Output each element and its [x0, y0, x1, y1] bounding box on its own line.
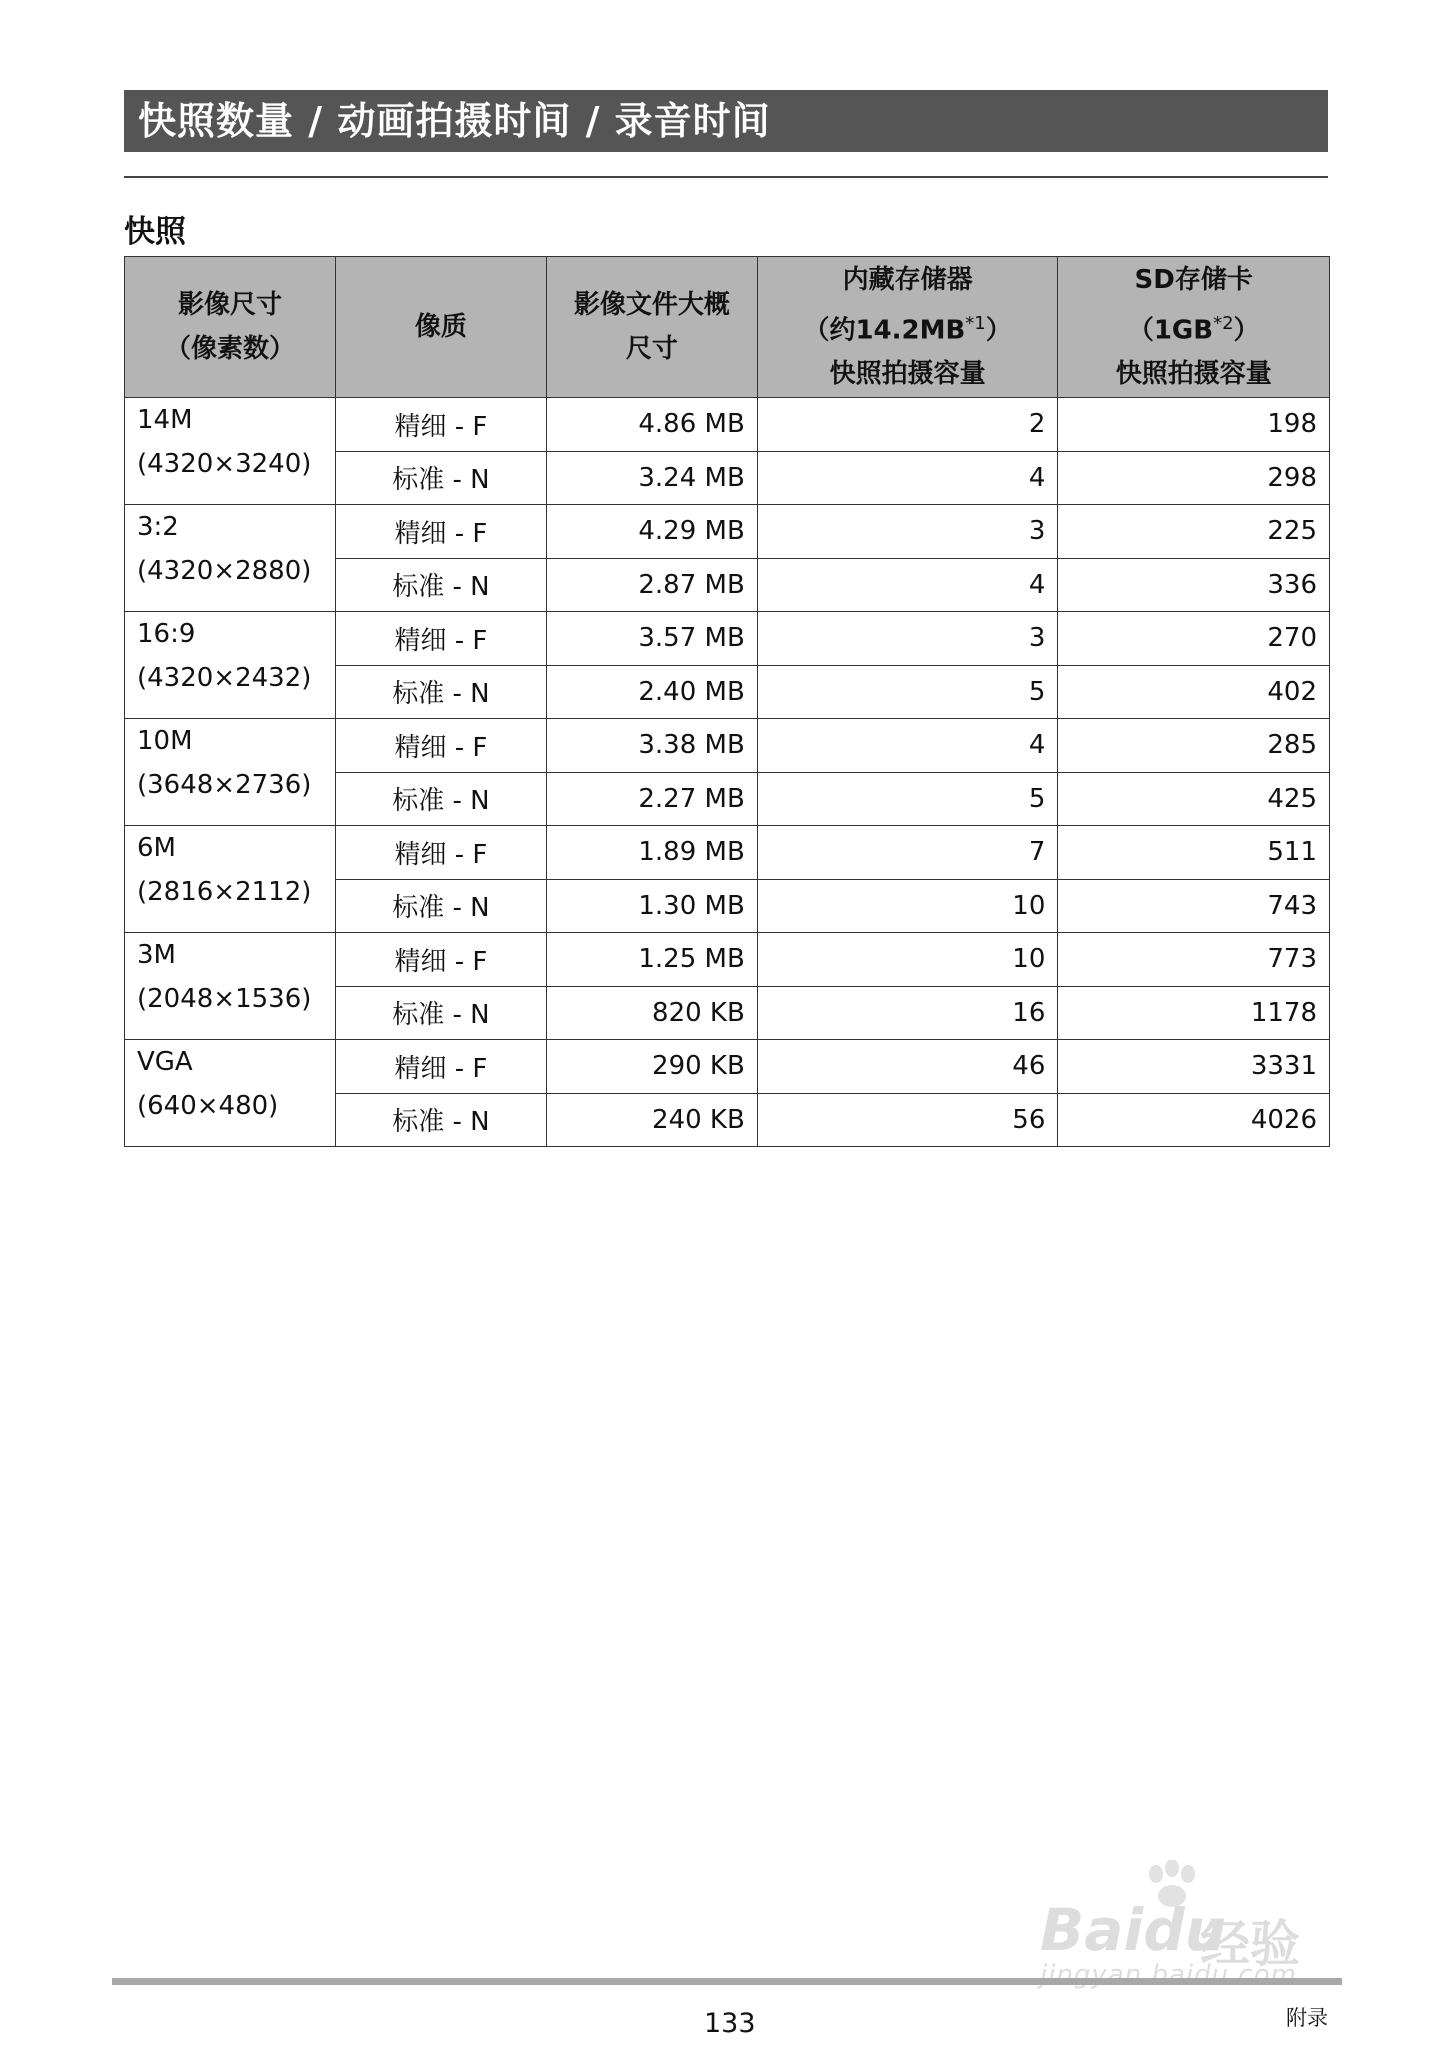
header-builtin-capacity: （约14.2MB: [803, 315, 966, 346]
quality-cell: 精细 - F: [335, 933, 546, 987]
quality-cell: 标准 - N: [335, 879, 546, 933]
table-row: [125, 719, 1330, 773]
header-file-size: [546, 257, 757, 398]
baidu-watermark: [1040, 1860, 1370, 1990]
sd-capacity-cell: 225: [1058, 505, 1330, 559]
builtin-capacity-cell: 5: [757, 665, 1058, 719]
pixel-count: (2816×2112): [137, 877, 312, 907]
sd-capacity-cell: 336: [1058, 558, 1330, 612]
header-sd-card: [1058, 257, 1330, 398]
table-row: [125, 612, 1330, 666]
table-row: [125, 826, 1330, 880]
watermark-sub: 经验: [1200, 1915, 1300, 1973]
title-divider: [124, 176, 1328, 178]
file-size-cell: 3.57 MB: [546, 612, 757, 666]
pixel-count: (640×480): [137, 1091, 279, 1121]
header-filesize-line1: 影像文件大概: [573, 290, 730, 320]
sd-capacity-cell: 298: [1058, 451, 1330, 505]
file-size-cell: 1.25 MB: [546, 933, 757, 987]
watermark-brand-a: Bai: [1040, 1896, 1144, 1964]
watermark-brand: [1040, 1896, 1226, 1964]
header-size-line2: （像素数）: [164, 334, 295, 364]
table-row: [125, 1040, 1330, 1094]
table-row: [125, 505, 1330, 559]
header-builtin-memory: [757, 257, 1058, 398]
builtin-capacity-cell: 56: [757, 1093, 1058, 1147]
quality-cell: 精细 - F: [335, 398, 546, 452]
quality-cell: 标准 - N: [335, 772, 546, 826]
snapshot-capacity-table: [124, 256, 1330, 1147]
image-size-cell: [125, 505, 336, 612]
file-size-cell: 2.87 MB: [546, 558, 757, 612]
quality-cell: 精细 - F: [335, 1040, 546, 1094]
file-size-cell: 3.24 MB: [546, 451, 757, 505]
file-size-cell: 4.86 MB: [546, 398, 757, 452]
builtin-capacity-cell: 4: [757, 719, 1058, 773]
builtin-capacity-cell: 5: [757, 772, 1058, 826]
sd-capacity-cell: 270: [1058, 612, 1330, 666]
image-size-label: 16:9: [137, 619, 196, 649]
image-size-cell: [125, 933, 336, 1040]
header-builtin-close: ）: [985, 315, 1012, 346]
builtin-capacity-cell: 2: [757, 398, 1058, 452]
quality-cell: 标准 - N: [335, 451, 546, 505]
builtin-capacity-cell: 7: [757, 826, 1058, 880]
quality-cell: 精细 - F: [335, 612, 546, 666]
table-header-row: [125, 257, 1330, 398]
quality-cell: 精细 - F: [335, 505, 546, 559]
header-builtin-line2: [770, 302, 1046, 353]
file-size-cell: 820 KB: [546, 986, 757, 1040]
builtin-capacity-cell: 16: [757, 986, 1058, 1040]
header-image-size: [125, 257, 336, 398]
image-size-cell: [125, 826, 336, 933]
builtin-capacity-cell: 3: [757, 505, 1058, 559]
file-size-cell: 1.89 MB: [546, 826, 757, 880]
footnote-marker-1: *1: [965, 312, 986, 334]
header-builtin-line3: 快照拍摄容量: [829, 359, 986, 390]
footer-divider: [112, 1978, 1342, 1985]
sd-capacity-cell: 3331: [1058, 1040, 1330, 1094]
quality-cell: 标准 - N: [335, 665, 546, 719]
image-size-label: 10M: [137, 726, 193, 756]
image-size-label: 6M: [137, 833, 176, 863]
quality-cell: 标准 - N: [335, 558, 546, 612]
pixel-count: (4320×2432): [137, 663, 312, 693]
file-size-cell: 2.27 MB: [546, 772, 757, 826]
quality-cell: 精细 - F: [335, 719, 546, 773]
watermark-brand-b: du: [1143, 1896, 1227, 1964]
header-sd-line1: [1070, 258, 1317, 353]
sd-capacity-cell: 1178: [1058, 986, 1330, 1040]
header-filesize-line2: 尺寸: [625, 334, 678, 364]
image-size-cell: [125, 719, 336, 826]
pixel-count: (2048×1536): [137, 984, 312, 1014]
sd-capacity-cell: 198: [1058, 398, 1330, 452]
header-quality-label: 像质: [414, 312, 467, 342]
builtin-capacity-cell: 46: [757, 1040, 1058, 1094]
builtin-capacity-cell: 3: [757, 612, 1058, 666]
header-sd-capacity: SD存储卡（1GB: [1127, 264, 1253, 346]
file-size-cell: 4.29 MB: [546, 505, 757, 559]
table-row: [125, 398, 1330, 452]
footnote-marker-2: *2: [1213, 312, 1234, 334]
image-size-label: 3:2: [137, 512, 179, 542]
file-size-cell: 290 KB: [546, 1040, 757, 1094]
page-title: 快照数量 / 动画拍摄时间 / 录音时间: [124, 90, 1328, 152]
pixel-count: (4320×2880): [137, 556, 312, 586]
file-size-cell: 2.40 MB: [546, 665, 757, 719]
sd-capacity-cell: 4026: [1058, 1093, 1330, 1147]
header-builtin-line1: 内藏存储器: [842, 264, 973, 295]
header-sd-close: ）: [1233, 315, 1260, 346]
page-number: 133: [704, 2008, 756, 2039]
sd-capacity-cell: 743: [1058, 879, 1330, 933]
image-size-cell: [125, 1040, 336, 1147]
builtin-capacity-cell: 10: [757, 879, 1058, 933]
header-sd-line2: 快照拍摄容量: [1115, 359, 1272, 390]
file-size-cell: 1.30 MB: [546, 879, 757, 933]
sd-capacity-cell: 402: [1058, 665, 1330, 719]
file-size-cell: 240 KB: [546, 1093, 757, 1147]
quality-cell: 标准 - N: [335, 986, 546, 1040]
file-size-cell: 3.38 MB: [546, 719, 757, 773]
quality-cell: 精细 - F: [335, 826, 546, 880]
image-size-cell: [125, 612, 336, 719]
builtin-capacity-cell: 4: [757, 451, 1058, 505]
table-body: [125, 398, 1330, 1147]
sd-capacity-cell: 285: [1058, 719, 1330, 773]
sd-capacity-cell: 425: [1058, 772, 1330, 826]
builtin-capacity-cell: 10: [757, 933, 1058, 987]
sd-capacity-cell: 511: [1058, 826, 1330, 880]
header-quality: [335, 257, 546, 398]
builtin-capacity-cell: 4: [757, 558, 1058, 612]
table-row: [125, 933, 1330, 987]
pixel-count: (4320×3240): [137, 449, 312, 479]
image-size-label: VGA: [137, 1047, 193, 1077]
pixel-count: (3648×2736): [137, 770, 312, 800]
image-size-label: 14M: [137, 405, 193, 435]
sd-capacity-cell: 773: [1058, 933, 1330, 987]
footer-label: 附录: [1286, 2006, 1328, 2030]
image-size-label: 3M: [137, 940, 176, 970]
section-heading: 快照: [124, 214, 186, 250]
image-size-cell: [125, 398, 336, 505]
watermark-url: jingyan.baidu.com: [1040, 1960, 1297, 1990]
header-size-line1: 影像尺寸: [177, 290, 282, 320]
quality-cell: 标准 - N: [335, 1093, 546, 1147]
